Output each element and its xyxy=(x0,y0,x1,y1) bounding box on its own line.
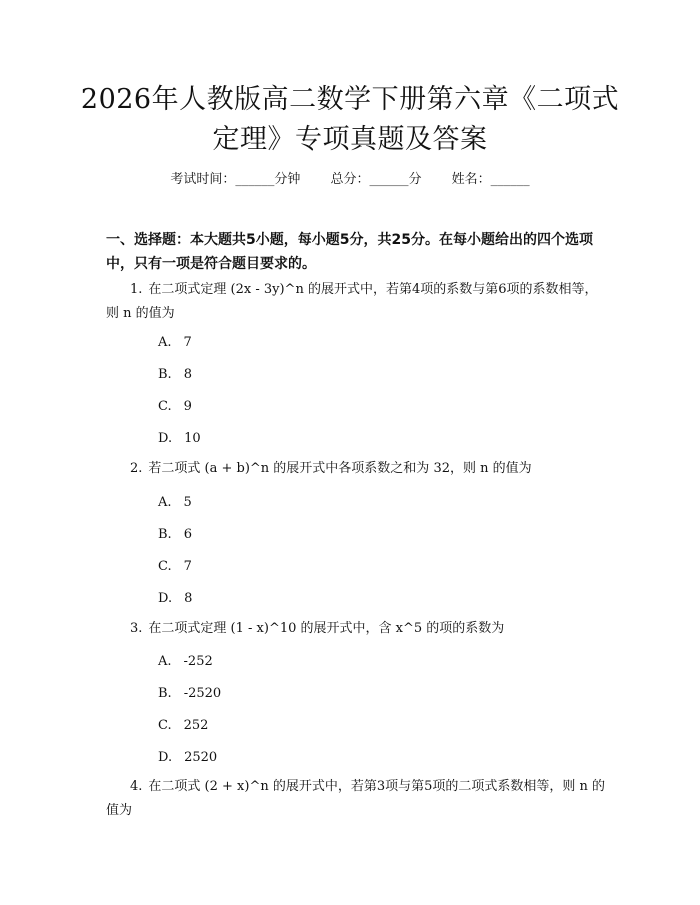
option-label: A. xyxy=(158,654,172,669)
question-2 xyxy=(106,457,608,481)
exam-time: 考试时间：______分钟 xyxy=(170,172,301,187)
option-value: 6 xyxy=(183,527,192,542)
question-1 xyxy=(106,278,608,326)
question-number: 4. xyxy=(130,779,143,794)
option-3d xyxy=(158,749,217,767)
option-value: -252 xyxy=(183,654,213,669)
option-value: 9 xyxy=(183,399,192,414)
option-2d xyxy=(158,590,192,608)
student-name: 姓名：______ xyxy=(451,172,530,187)
option-1b xyxy=(158,366,192,384)
question-text: 若二项式 (a + b)^n 的展开式中各项系数之和为 32，则 n 的值为 xyxy=(148,461,532,476)
option-1a xyxy=(158,334,192,352)
option-label: B. xyxy=(158,367,172,382)
title-line-1: 2026年人教版高二数学下册第六章《二项式 xyxy=(80,84,620,115)
option-2b xyxy=(158,526,192,544)
question-text: 在二项式 (2 + x)^n 的展开式中，若第3项与第5项的二项式系数相等，则 n 的值为 xyxy=(106,779,606,818)
option-label: C. xyxy=(158,399,172,414)
option-value: 7 xyxy=(183,335,192,350)
exam-meta xyxy=(0,168,700,187)
option-label: D. xyxy=(158,591,173,606)
title-line-2: 定理》专项真题及答案 xyxy=(212,124,488,155)
option-label: B. xyxy=(158,527,172,542)
question-number: 2. xyxy=(130,461,143,476)
question-4 xyxy=(106,775,608,823)
question-number: 1. xyxy=(130,282,143,297)
option-label: D. xyxy=(158,431,173,446)
question-number: 3. xyxy=(130,621,143,636)
option-3c xyxy=(158,717,208,735)
option-value: 8 xyxy=(183,367,192,382)
option-1c xyxy=(158,398,192,416)
option-value: 5 xyxy=(183,495,192,510)
question-3 xyxy=(106,617,608,641)
option-value: -2520 xyxy=(183,686,222,701)
option-label: C. xyxy=(158,718,172,733)
option-value: 8 xyxy=(184,591,193,606)
question-text: 在二项式定理 (2x - 3y)^n 的展开式中，若第4项的系数与第6项的系数相等，则 n 的值为 xyxy=(106,282,598,321)
section-heading: 一、选择题：本大题共5小题，每小题5分，共25分。在每小题给出的四个选项中，只有一项是符合题目要求的。 xyxy=(106,232,593,272)
option-3a xyxy=(158,653,213,671)
option-value: 2520 xyxy=(184,750,218,765)
option-label: A. xyxy=(158,335,172,350)
option-label: D. xyxy=(158,750,173,765)
option-1d xyxy=(158,430,201,448)
option-2c xyxy=(158,558,192,576)
option-label: C. xyxy=(158,559,172,574)
question-text: 在二项式定理 (1 - x)^10 的展开式中，含 x^5 的项的系数为 xyxy=(148,621,505,636)
option-3b xyxy=(158,685,221,703)
option-label: A. xyxy=(158,495,172,510)
option-value: 252 xyxy=(183,718,209,733)
option-value: 10 xyxy=(184,431,201,446)
option-2a xyxy=(158,494,192,512)
total-score: 总分：______分 xyxy=(330,172,422,187)
option-value: 7 xyxy=(183,559,192,574)
option-label: B. xyxy=(158,686,172,701)
document-title xyxy=(60,80,640,160)
